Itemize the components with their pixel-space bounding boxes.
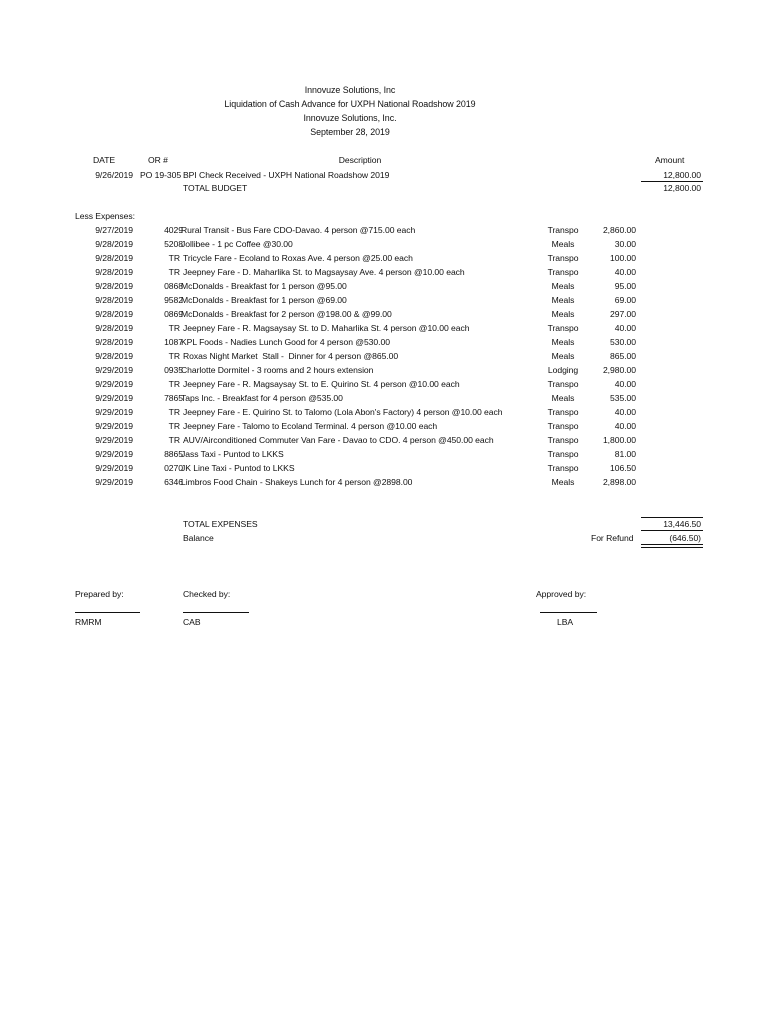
expense-amount: 535.00 <box>610 393 636 403</box>
expense-amount: 865.00 <box>610 351 636 361</box>
expense-date: 9/28/2019 <box>95 239 133 249</box>
expense-or-number: 8865 <box>164 449 183 459</box>
expense-description: Rural Transit - Bus Fare CDO-Davao. 4 person @715.00 each <box>181 225 416 235</box>
expense-category: Transpo <box>547 267 579 277</box>
prepared-by-name: RMRM <box>75 617 102 627</box>
checked-by-signature-line <box>183 612 249 613</box>
expense-date: 9/28/2019 <box>95 323 133 333</box>
expense-date: 9/29/2019 <box>95 463 133 473</box>
expense-category: Transpo <box>547 323 579 333</box>
expense-description: Jeepney Fare - R. Magsaysay St. to D. Maharlika St. 4 person @10.00 each <box>183 323 470 333</box>
budget-amount: 12,800.00 <box>663 170 701 180</box>
expense-date: 9/28/2019 <box>95 351 133 361</box>
total-budget-label: TOTAL BUDGET <box>183 183 248 193</box>
balance-double-underline-2 <box>641 547 703 548</box>
expense-amount: 106.50 <box>610 463 636 473</box>
expense-date: 9/28/2019 <box>95 281 133 291</box>
expense-category: Transpo <box>547 225 579 235</box>
expense-description: Jollibee - 1 pc Coffee @30.00 <box>181 239 293 249</box>
column-header-date: DATE <box>93 155 116 165</box>
expense-description: Limbros Food Chain - Shakeys Lunch for 4 person @2898.00 <box>181 477 413 487</box>
expense-date: 9/29/2019 <box>95 435 133 445</box>
expense-date: 9/29/2019 <box>95 365 133 375</box>
expense-amount: 95.00 <box>614 281 636 291</box>
checked-by-name: CAB <box>183 617 201 627</box>
expense-category: Meals <box>551 351 575 361</box>
expense-amount: 530.00 <box>610 337 636 347</box>
balance-double-underline-1 <box>641 544 703 545</box>
expense-description: Jeepney Fare - Talomo to Ecoland Terminal. 4 person @10.00 each <box>183 421 438 431</box>
approved-by-name: LBA <box>557 617 574 627</box>
expense-amount: 81.00 <box>614 449 636 459</box>
expense-category: Meals <box>551 393 575 403</box>
expense-category: Transpo <box>547 435 579 445</box>
expense-description: Charlotte Dormitel - 3 rooms and 2 hours extension <box>181 365 374 375</box>
company-name: Innovuze Solutions, Inc <box>304 85 396 95</box>
expense-date: 9/29/2019 <box>95 449 133 459</box>
report-title: Liquidation of Cash Advance for UXPH National Roadshow 2019 <box>224 99 476 109</box>
expense-amount: 40.00 <box>614 267 636 277</box>
expense-description: Jeepney Fare - D. Maharlika St. to Magsaysay Ave. 4 person @10.00 each <box>183 267 465 277</box>
expense-or-number: TR <box>168 421 180 431</box>
total-budget-amount: 12,800.00 <box>663 183 701 193</box>
expense-or-number: 7865 <box>164 393 183 403</box>
expense-date: 9/28/2019 <box>95 253 133 263</box>
approved-by-signature-line <box>540 612 597 613</box>
expense-date: 9/29/2019 <box>95 421 133 431</box>
expense-date: 9/28/2019 <box>95 295 133 305</box>
company-name-secondary: Innovuze Solutions, Inc. <box>303 113 397 123</box>
expense-description: McDonalds - Breakfast for 1 person @95.00 <box>181 281 347 291</box>
less-expenses-label: Less Expenses: <box>75 211 135 221</box>
expense-description: McDonalds - Breakfast for 1 person @69.00 <box>181 295 347 305</box>
expense-amount: 1,800.00 <box>602 435 636 445</box>
expense-category: Transpo <box>547 253 579 263</box>
expense-or-number: 0270 <box>164 463 183 473</box>
expense-or-number: 5208 <box>164 239 183 249</box>
expense-amount: 40.00 <box>614 421 636 431</box>
expense-or-number: TR <box>168 323 180 333</box>
expense-or-number: TR <box>168 379 180 389</box>
expense-or-number: 6346 <box>164 477 183 487</box>
column-header-description: Description <box>338 155 382 165</box>
balance-amount: (646.50) <box>669 533 701 543</box>
expense-category: Meals <box>551 239 575 249</box>
expense-category: Meals <box>551 337 575 347</box>
for-refund-label: For Refund <box>591 533 634 543</box>
expense-or-number: 0868 <box>164 281 183 291</box>
expense-category: Meals <box>551 295 575 305</box>
expense-category: Lodging <box>547 365 579 375</box>
expense-description: JK Line Taxi - Puntod to LKKS <box>181 463 295 473</box>
expense-or-number: 4029 <box>164 225 183 235</box>
expense-description: Tricycle Fare - Ecoland to Roxas Ave. 4 person @25.00 each <box>183 253 413 263</box>
budget-date: 9/26/2019 <box>95 170 133 180</box>
approved-by-label: Approved by: <box>536 589 587 599</box>
expense-description: Jass Taxi - Puntod to LKKS <box>181 449 284 459</box>
budget-underline <box>641 181 703 182</box>
expense-description: Taps Inc. - Breakfast for 4 person @535.00 <box>181 393 343 403</box>
total-expenses-label: TOTAL EXPENSES <box>183 519 258 529</box>
column-header-or: OR # <box>148 155 168 165</box>
expense-or-number: 1087 <box>164 337 183 347</box>
total-expenses-underline <box>641 530 703 531</box>
report-date: September 28, 2019 <box>310 127 390 137</box>
expense-amount: 2,898.00 <box>602 477 636 487</box>
expense-description: AUV/Airconditioned Commuter Van Fare - Davao to CDO. 4 person @450.00 each <box>183 435 494 445</box>
expense-amount: 40.00 <box>614 323 636 333</box>
expense-date: 9/29/2019 <box>95 379 133 389</box>
budget-description: BPI Check Received - UXPH National Roadshow 2019 <box>183 170 390 180</box>
expense-category: Meals <box>551 309 575 319</box>
expense-category: Transpo <box>547 449 579 459</box>
expense-amount: 297.00 <box>610 309 636 319</box>
expense-amount: 30.00 <box>614 239 636 249</box>
prepared-by-signature-line <box>75 612 140 613</box>
budget-or: PO 19-305 <box>140 170 182 180</box>
expense-category: Transpo <box>547 379 579 389</box>
expense-description: McDonalds - Breakfast for 2 person @198.00 & @99.00 <box>181 309 392 319</box>
expense-date: 9/29/2019 <box>95 477 133 487</box>
expense-or-number: 0869 <box>164 309 183 319</box>
expense-category: Meals <box>551 281 575 291</box>
expense-amount: 69.00 <box>614 295 636 305</box>
total-expenses-amount: 13,446.50 <box>663 519 701 529</box>
expense-date: 9/29/2019 <box>95 407 133 417</box>
expense-category: Transpo <box>547 421 579 431</box>
column-header-amount: Amount <box>655 155 685 165</box>
expense-description: Jeepney Fare - R. Magsaysay St. to E. Quirino St. 4 person @10.00 each <box>183 379 460 389</box>
balance-label: Balance <box>183 533 214 543</box>
expense-amount: 40.00 <box>614 379 636 389</box>
expense-or-number: TR <box>168 267 180 277</box>
expense-or-number: TR <box>168 407 180 417</box>
expense-or-number: TR <box>168 253 180 263</box>
expense-amount: 100.00 <box>610 253 636 263</box>
expense-date: 9/28/2019 <box>95 309 133 319</box>
expense-category: Transpo <box>547 463 579 473</box>
expense-date: 9/27/2019 <box>95 225 133 235</box>
expense-description: KPL Foods - Nadies Lunch Good for 4 person @530.00 <box>181 337 390 347</box>
checked-by-label: Checked by: <box>183 589 231 599</box>
expense-amount: 40.00 <box>614 407 636 417</box>
expense-description: Roxas Night Market Stall - Dinner for 4 person @865.00 <box>183 351 399 361</box>
expense-date: 9/28/2019 <box>95 337 133 347</box>
prepared-by-label: Prepared by: <box>75 589 124 599</box>
expense-amount: 2,860.00 <box>602 225 636 235</box>
expense-amount: 2,980.00 <box>602 365 636 375</box>
expense-or-number: 9582 <box>164 295 183 305</box>
expense-category: Meals <box>551 477 575 487</box>
expense-description: Jeepney Fare - E. Quirino St. to Talomo (Lola Abon's Factory) 4 person @10.00 each <box>183 407 503 417</box>
expense-date: 9/29/2019 <box>95 393 133 403</box>
expense-or-number: TR <box>168 435 180 445</box>
expense-or-number: TR <box>168 351 180 361</box>
expense-or-number: 0935 <box>164 365 183 375</box>
expense-date: 9/28/2019 <box>95 267 133 277</box>
expense-category: Transpo <box>547 407 579 417</box>
total-expenses-overline <box>641 517 703 518</box>
